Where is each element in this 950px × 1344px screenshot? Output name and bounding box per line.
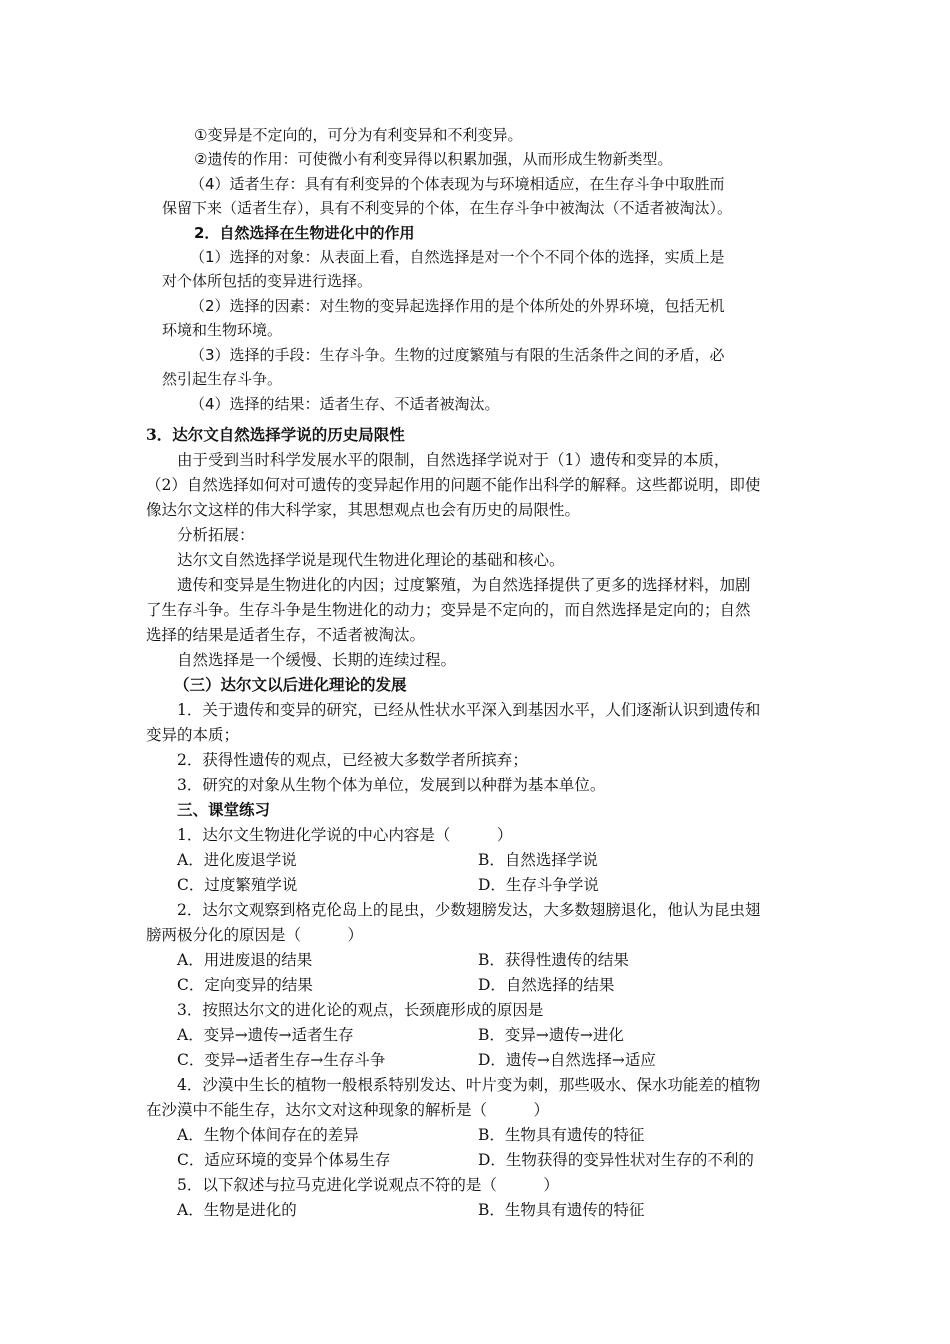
paragraph: （1）选择的对象：从表面上看，自然选择是对一个个不同个体的选择，实质上是 — [190, 248, 725, 266]
section-heading: 3．达尔文自然选择学说的历史局限性 — [146, 425, 405, 444]
question-stem: 3．按照达尔文的进化论的观点，长颈鹿形成的原因是 — [177, 1001, 544, 1019]
list-item: 变异的本质； — [146, 726, 240, 744]
paragraph: 环境和生物环境。 — [162, 321, 283, 339]
question-stem: 2．达尔文观察到格克伦岛上的昆虫，少数翅膀发达，大多数翅膀退化，他认为昆虫翅 — [177, 901, 761, 919]
paragraph: 保留下来（适者生存），具有不利变异的个体，在生存斗争中被淘汰（不适者被淘汰）。 — [162, 199, 733, 217]
paragraph: 由于受到当时科学发展水平的限制，自然选择学说对于（1）遗传和变异的本质， — [177, 451, 730, 469]
question-stem: 膀两极分化的原因是（ ） — [146, 926, 364, 944]
option-b: B．自然选择学说 — [478, 851, 598, 869]
option-d: D．生物获得的变异性状对生存的不利的 — [478, 1151, 754, 1169]
paragraph: 对个体所包括的变异进行选择。 — [162, 272, 373, 290]
paragraph: 遗传和变异是生物进化的内因；过度繁殖，为自然选择提供了更多的选择材料，加剧 — [177, 576, 751, 594]
option-a: A．变异→遗传→适者生存 — [177, 1026, 354, 1044]
option-a: A．生物个体间存在的差异 — [177, 1126, 359, 1144]
paragraph: 像达尔文这样的伟大科学家，其思想观点也会有历史的局限性。 — [146, 501, 581, 519]
section-heading: 三、课堂练习 — [177, 800, 271, 819]
option-b: B．变异→遗传→进化 — [478, 1026, 624, 1044]
option-a: A．生物是进化的 — [177, 1201, 297, 1219]
option-c: C．过度繁殖学说 — [177, 876, 298, 894]
paragraph: ②遗传的作用：可使微小有利变异得以积累加强，从而形成生物新类型。 — [194, 150, 673, 168]
option-a: A．进化废退学说 — [177, 851, 297, 869]
option-c: C．变异→适者生存→生存斗争 — [177, 1051, 386, 1069]
paragraph: 选择的结果是适者生存，不适者被淘汰。 — [146, 626, 426, 644]
paragraph: 达尔文自然选择学说是现代生物进化理论的基础和核心。 — [177, 551, 565, 569]
list-item: 2．获得性遗传的观点，已经被大多数学者所摈弃； — [177, 751, 528, 769]
section-heading: 2．自然选择在生物进化中的作用 — [194, 224, 415, 242]
list-item: 1．关于遗传和变异的研究，已经从性状水平深入到基因水平，人们逐渐认识到遗传和 — [177, 701, 761, 719]
analysis-label: 分析拓展： — [177, 526, 255, 544]
paragraph: （4）选择的结果：适者生存、不适者被淘汰。 — [190, 395, 500, 413]
option-d: D．自然选择的结果 — [478, 976, 615, 994]
paragraph: ①变异是不定向的，可分为有利变异和不利变异。 — [194, 126, 523, 144]
option-b: B．获得性遗传的结果 — [478, 951, 629, 969]
option-c: C．定向变异的结果 — [177, 976, 313, 994]
paragraph: 了生存斗争。生存斗争是生物进化的动力；变异是不定向的，而自然选择是定向的；自然 — [146, 601, 751, 619]
paragraph: （2）选择的因素：对生物的变异起选择作用的是个体所处的外界环境，包括无机 — [190, 297, 725, 315]
paragraph: 自然选择是一个缓慢、长期的连续过程。 — [177, 651, 457, 669]
option-b: B．生物具有遗传的特征 — [478, 1126, 645, 1144]
paragraph: 然引起生存斗争。 — [162, 370, 283, 388]
paragraph: （4）适者生存：具有有利变异的个体表现为与环境相适应，在生存斗争中取胜而 — [190, 175, 725, 193]
paragraph: （3）选择的手段：生存斗争。生物的过度繁殖与有限的生活条件之间的矛盾，必 — [190, 346, 725, 364]
question-stem: 在沙漠中不能生存，达尔文对这种现象的解析是（ ） — [146, 1101, 550, 1119]
question-stem: 4．沙漠中生长的植物一般根系特别发达、叶片变为刺，那些吸水、保水功能差的植物 — [177, 1076, 761, 1094]
paragraph: （2）自然选择如何对可遗传的变异起作用的问题不能作出科学的解释。这些都说明，即使 — [146, 476, 761, 494]
question-stem: 5．以下叙述与拉马克进化学说观点不符的是（ ） — [177, 1176, 559, 1194]
option-d: D．生存斗争学说 — [478, 876, 599, 894]
option-d: D．遗传→自然选择→适应 — [478, 1051, 656, 1069]
option-c: C．适应环境的变异个体易生存 — [177, 1151, 391, 1169]
question-stem: 1．达尔文生物进化学说的中心内容是（ ） — [177, 826, 513, 844]
option-a: A．用进废退的结果 — [177, 951, 313, 969]
list-item: 3．研究的对象从生物个体为单位，发展到以种群为基本单位。 — [177, 776, 606, 794]
option-b: B．生物具有遗传的特征 — [478, 1201, 645, 1219]
section-heading: （三）达尔文以后进化理论的发展 — [174, 675, 407, 694]
